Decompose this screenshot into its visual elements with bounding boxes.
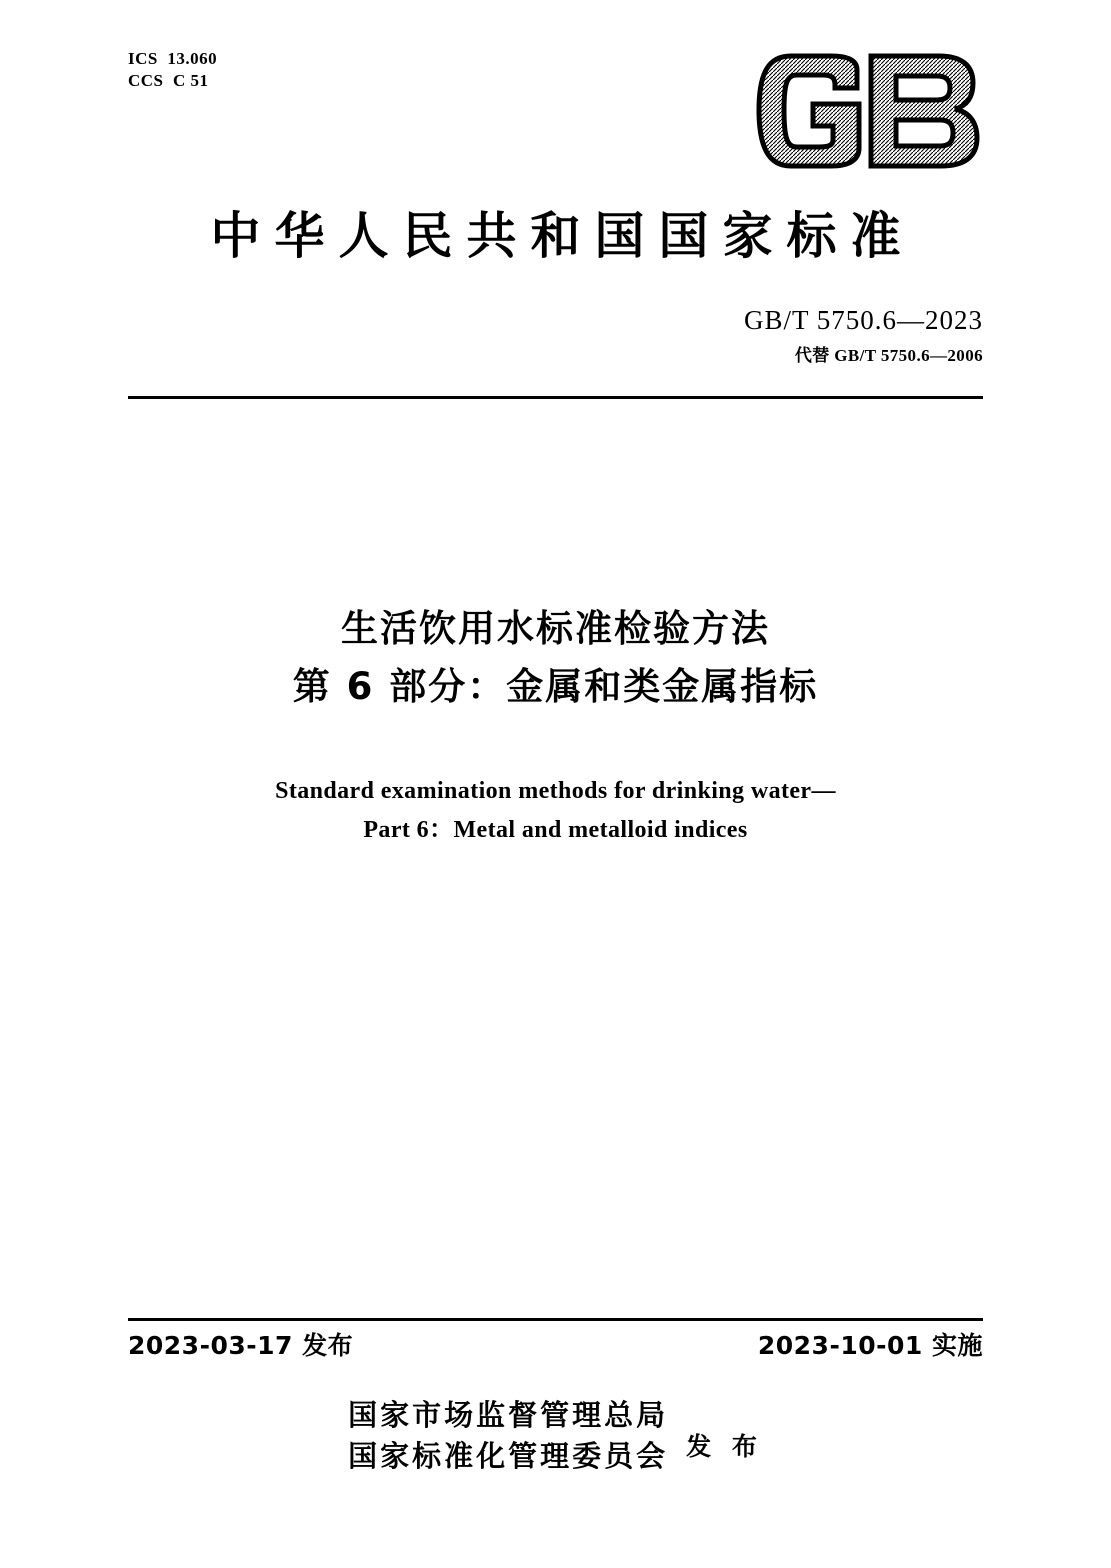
divider-bottom [128,1318,983,1321]
gb-emblem-icon [753,52,983,172]
publisher-org-line1: 国家市场监督管理总局 [348,1398,669,1432]
standard-replaces: 代替 GB/T 5750.6—2006 [794,346,983,365]
page-title: 中华人民共和国国家标准 [210,207,915,265]
document-title-en-line2: Part 6：Metal and metalloid indices [363,817,748,843]
ics-code: ICS 13.060 [128,49,218,68]
effective-date: 2023-10-01 实施 [757,1331,983,1360]
document-title-en-line1: Standard examination methods for drinking water— [275,778,836,804]
issue-date: 2023-03-17 发布 [128,1331,354,1360]
classification-codes [128,48,217,92]
document-title-cn-line1: 生活饮用水标准检验方法 [341,607,770,650]
publisher-block [0,1395,1111,1477]
publisher-organizations [348,1395,668,1477]
ccs-code: CCS C 51 [128,71,209,90]
divider-top [128,396,983,399]
standard-number: GB/T 5750.6—2023 [743,305,983,335]
document-title-cn-line2: 第 6 部分：金属和类金属指标 [292,665,819,708]
document-title-en [0,772,1111,850]
publisher-org-line2: 国家标准化管理委员会 [348,1439,669,1473]
publisher-verb: 发 布 [686,1432,763,1461]
document-title-cn [0,600,1111,716]
